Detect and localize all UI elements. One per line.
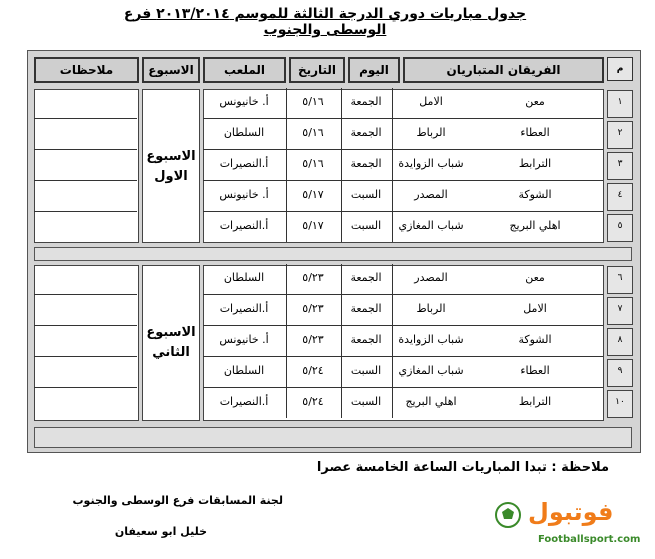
- week2-label: الاسبوع الثاني: [146, 325, 196, 360]
- match-home: اهلي البريج: [509, 219, 561, 232]
- bottom-bar: [34, 427, 632, 448]
- match-away: شباب المغازي: [398, 364, 464, 377]
- footballsport-logo: [468, 490, 643, 550]
- match-day: الجمعة: [350, 157, 382, 170]
- match-date: ٥/٢٣: [302, 271, 324, 284]
- match-number: ٤: [607, 183, 633, 211]
- match-day: الجمعة: [350, 95, 382, 108]
- committee-name: لجنة المسابقات فرع الوسطى والجنوب: [72, 494, 283, 507]
- notes-row-divider: [34, 356, 137, 357]
- column-divider: [341, 88, 342, 242]
- column-divider: [392, 88, 393, 242]
- match-home: العطاء: [520, 364, 550, 377]
- header-teams: الفريقان المتباريان: [403, 57, 604, 83]
- match-away: الامل: [419, 95, 443, 108]
- week2-notes-box: [34, 265, 139, 421]
- match-date: ٥/١٦: [302, 95, 324, 108]
- match-date: ٥/١٧: [302, 219, 324, 232]
- match-away: شباب الزوايدة: [398, 157, 464, 170]
- notes-row-divider: [34, 325, 137, 326]
- header-notes: ملاحظات: [34, 57, 139, 83]
- match-away: المصدر: [414, 271, 448, 284]
- match-date: ٥/١٦: [302, 126, 324, 139]
- match-home: الترابط: [518, 395, 552, 408]
- match-number: ٥: [607, 214, 633, 242]
- match-number: ٧: [607, 297, 633, 325]
- week1-label: الاسبوع الاول: [146, 149, 196, 184]
- page-title: جدول مباريات دوري الدرجة الثالثة للموسم ٢٠١٣/٢٠١٤ فرع الوسطى والجنوب: [123, 6, 527, 38]
- notes-row-divider: [34, 211, 137, 212]
- match-away: اهلي البريج: [405, 395, 457, 408]
- logo-latin-text: Footballsport.com: [538, 534, 641, 545]
- match-date: ٥/٢٤: [302, 395, 324, 408]
- match-away: شباب المغازي: [398, 219, 464, 232]
- notes-row-divider: [34, 180, 137, 181]
- notes-row-divider: [34, 149, 137, 150]
- match-stadium: أ. خانيونس: [219, 333, 269, 346]
- match-date: ٥/٢٤: [302, 364, 324, 377]
- header-date: التاريخ: [289, 57, 345, 83]
- header-num: م: [607, 57, 633, 81]
- header-week: الاسبوع: [142, 57, 200, 83]
- match-number: ٢: [607, 121, 633, 149]
- match-home: معن: [525, 95, 545, 108]
- match-day: الجمعة: [350, 333, 382, 346]
- week-separator: [34, 247, 632, 261]
- match-date: ٥/٢٣: [302, 302, 324, 315]
- match-home: الشوكة: [518, 333, 552, 346]
- signatory-name: خليل ابو سعيفان: [114, 525, 207, 538]
- match-away: الرباط: [416, 302, 446, 315]
- match-stadium: السلطان: [223, 126, 265, 139]
- header-day: اليوم: [348, 57, 400, 83]
- match-day: السبت: [350, 395, 382, 408]
- match-number: ٣: [607, 152, 633, 180]
- match-away: المصدر: [414, 188, 448, 201]
- match-number: ٦: [607, 266, 633, 294]
- match-home: الترابط: [518, 157, 552, 170]
- match-stadium: أ.النصيرات: [219, 219, 269, 232]
- match-away: شباب الزوايدة: [398, 333, 464, 346]
- header-stadium: الملعب: [203, 57, 286, 83]
- notes-row-divider: [34, 118, 137, 119]
- match-home: الشوكة: [518, 188, 552, 201]
- match-day: الجمعة: [350, 126, 382, 139]
- match-stadium: أ.النصيرات: [219, 302, 269, 315]
- notes-row-divider: [34, 294, 137, 295]
- match-date: ٥/١٧: [302, 188, 324, 201]
- logo-arabic-text: فوتبول: [528, 498, 614, 526]
- match-stadium: السلطان: [223, 364, 265, 377]
- match-day: السبت: [350, 219, 382, 232]
- match-stadium: السلطان: [223, 271, 265, 284]
- match-stadium: أ.النصيرات: [219, 395, 269, 408]
- match-day: السبت: [350, 188, 382, 201]
- match-number: ١٠: [607, 390, 633, 418]
- match-day: الجمعة: [350, 271, 382, 284]
- column-divider: [286, 88, 287, 242]
- match-home: الامل: [523, 302, 547, 315]
- match-date: ٥/٢٣: [302, 333, 324, 346]
- match-stadium: أ.النصيرات: [219, 157, 269, 170]
- column-divider: [341, 264, 342, 418]
- column-divider: [286, 264, 287, 418]
- start-time-note: ملاحظة : تبدا المباريات الساعة الخامسة عصرا: [316, 460, 609, 475]
- match-home: العطاء: [520, 126, 550, 139]
- match-number: ٨: [607, 328, 633, 356]
- match-home: معن: [525, 271, 545, 284]
- match-stadium: أ. خانيونس: [219, 95, 269, 108]
- match-away: الرباط: [416, 126, 446, 139]
- match-number: ٩: [607, 359, 633, 387]
- notes-row-divider: [34, 387, 137, 388]
- match-day: السبت: [350, 364, 382, 377]
- match-stadium: أ. خانيونس: [219, 188, 269, 201]
- match-day: الجمعة: [350, 302, 382, 315]
- column-divider: [392, 264, 393, 418]
- match-number: ١: [607, 90, 633, 118]
- week1-notes-box: [34, 89, 139, 243]
- match-date: ٥/١٦: [302, 157, 324, 170]
